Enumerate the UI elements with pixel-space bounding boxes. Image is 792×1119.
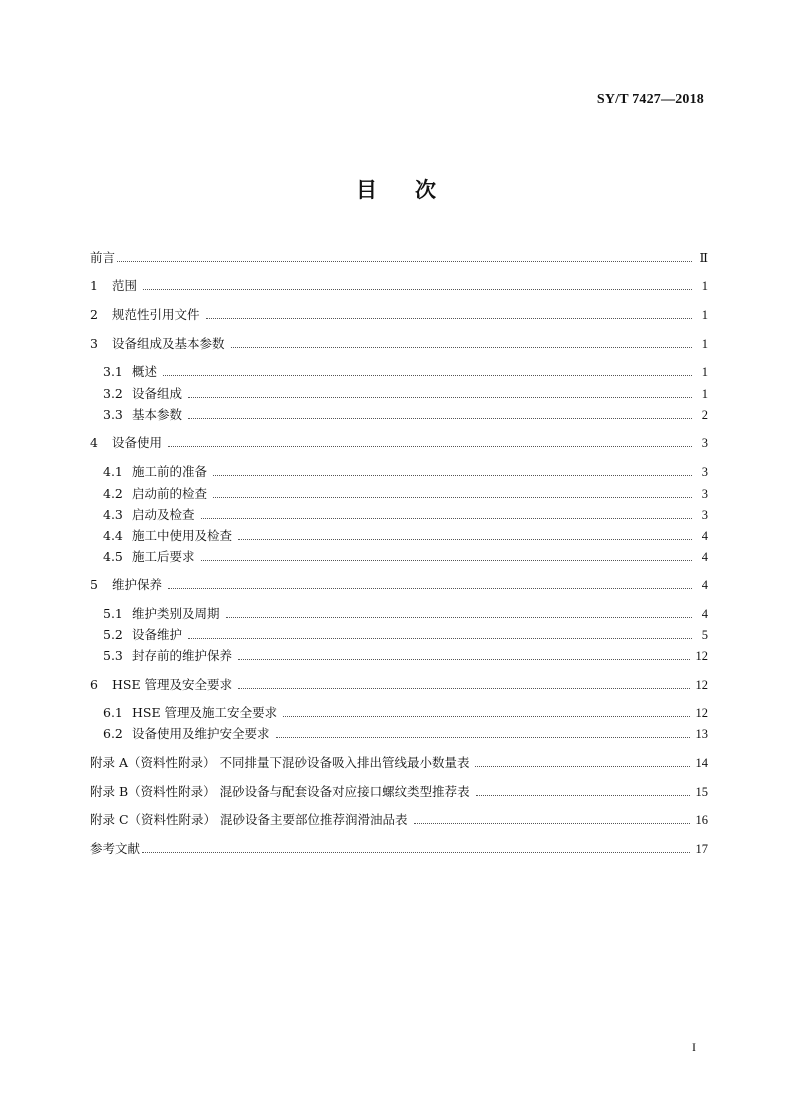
toc-entry-1[interactable] bbox=[90, 276, 708, 296]
toc-entry-label: 施工后要求 bbox=[132, 549, 195, 564]
toc-entry-page: 12 bbox=[695, 678, 708, 692]
toc-entry-page: 4 bbox=[701, 529, 708, 543]
toc-entry-page: 1 bbox=[701, 337, 708, 351]
toc-entry-page: 1 bbox=[701, 308, 708, 322]
toc-entry-4-5[interactable] bbox=[103, 547, 708, 567]
toc-entry-5[interactable] bbox=[90, 575, 708, 595]
toc-entry-references[interactable] bbox=[90, 839, 708, 859]
leader-dots bbox=[476, 794, 690, 796]
toc-entry-page: 2 bbox=[701, 408, 708, 422]
toc-entry-page: 3 bbox=[701, 436, 708, 450]
toc-entry-label: 封存前的维护保养 bbox=[132, 648, 233, 663]
toc-entry-6-2[interactable] bbox=[103, 724, 708, 744]
toc-entry-number: 3 bbox=[90, 336, 98, 351]
standard-code: SY/T 7427—2018 bbox=[596, 92, 704, 107]
leader-dots bbox=[143, 288, 692, 290]
toc-entry-3[interactable] bbox=[90, 334, 708, 354]
toc-entry-number: 3.3 bbox=[103, 407, 123, 422]
leader-dots bbox=[226, 616, 692, 618]
toc-entry-label: 附录 B（资料性附录） 混砂设备与配套设备对应接口螺纹类型推荐表 bbox=[90, 784, 470, 799]
toc-entry-5-3[interactable] bbox=[103, 646, 708, 666]
toc-entry-label: 基本参数 bbox=[132, 407, 183, 422]
toc-entry-4-3[interactable] bbox=[103, 505, 708, 525]
toc-entry-page: 4 bbox=[701, 607, 708, 621]
toc-entry-label: 启动前的检查 bbox=[132, 486, 208, 501]
leader-dots bbox=[238, 538, 692, 540]
toc-entry-label: 前言 bbox=[90, 250, 116, 265]
toc-entry-6[interactable] bbox=[90, 675, 708, 695]
toc-entry-preface[interactable] bbox=[90, 248, 708, 268]
toc-entry-4-1[interactable] bbox=[103, 462, 708, 482]
leader-dots bbox=[201, 559, 692, 561]
leader-dots bbox=[163, 374, 692, 376]
toc-entry-number: 1 bbox=[90, 278, 98, 293]
leader-dots bbox=[188, 637, 692, 639]
toc-entry-3-1[interactable] bbox=[103, 362, 708, 382]
toc-entry-page: 15 bbox=[695, 785, 708, 799]
toc-entry-number: 6.2 bbox=[103, 726, 123, 741]
toc-entry-number: 5.2 bbox=[103, 627, 123, 642]
toc-entry-page: 1 bbox=[701, 279, 708, 293]
toc-entry-page: 3 bbox=[701, 465, 708, 479]
toc-entry-label: 施工前的准备 bbox=[132, 464, 208, 479]
toc-entry-3-2[interactable] bbox=[103, 384, 708, 404]
toc-entry-label: 设备维护 bbox=[132, 627, 183, 642]
toc-entry-page: 17 bbox=[695, 842, 708, 856]
toc-entry-label: 附录 A（资料性附录） 不同排量下混砂设备吸入排出管线最小数量表 bbox=[90, 755, 470, 770]
toc-entry-label: 附录 C（资料性附录） 混砂设备主要部位推荐润滑油品表 bbox=[90, 812, 408, 827]
toc-entry-number: 3.1 bbox=[103, 364, 123, 379]
toc-entry-number: 5 bbox=[90, 577, 98, 592]
toc-entry-number: 4.5 bbox=[103, 549, 123, 564]
leader-dots bbox=[168, 445, 692, 447]
toc-entry-number: 4.3 bbox=[103, 507, 123, 522]
toc-entry-label: 维护类别及周期 bbox=[132, 606, 220, 621]
page-number: I bbox=[692, 1040, 696, 1054]
toc-entry-page: 4 bbox=[701, 578, 708, 592]
leader-dots bbox=[414, 822, 690, 824]
toc-entry-page: 5 bbox=[701, 628, 708, 642]
toc-entry-6-1[interactable] bbox=[103, 703, 708, 723]
toc-entry-2[interactable] bbox=[90, 305, 708, 325]
toc-entry-5-1[interactable] bbox=[103, 604, 708, 624]
toc-entry-number: 4.1 bbox=[103, 464, 123, 479]
leader-dots bbox=[117, 260, 692, 262]
toc-entry-page: 1 bbox=[701, 387, 708, 401]
toc-entry-4-4[interactable] bbox=[103, 526, 708, 546]
toc-entry-page: 14 bbox=[695, 756, 708, 770]
toc-entry-label: 规范性引用文件 bbox=[112, 307, 200, 322]
toc-entry-label: 施工中使用及检查 bbox=[132, 528, 233, 543]
toc-entry-label: HSE 管理及施工安全要求 bbox=[132, 705, 278, 720]
toc-entry-page: 12 bbox=[695, 649, 708, 663]
toc-entry-number: 5.3 bbox=[103, 648, 123, 663]
toc-entry-page: 12 bbox=[695, 706, 708, 720]
leader-dots bbox=[238, 687, 689, 689]
toc-entry-label: 启动及检查 bbox=[132, 507, 195, 522]
toc-entry-label: HSE 管理及安全要求 bbox=[112, 677, 233, 692]
leader-dots bbox=[213, 496, 692, 498]
toc-entry-page: 1 bbox=[701, 365, 708, 379]
leader-dots bbox=[231, 346, 692, 348]
toc-entry-label: 设备组成及基本参数 bbox=[112, 336, 225, 351]
toc-entry-number: 3.2 bbox=[103, 386, 123, 401]
toc-entry-4-2[interactable] bbox=[103, 484, 708, 504]
toc-entry-number: 4 bbox=[90, 435, 98, 450]
toc-entry-page: 16 bbox=[695, 813, 708, 827]
toc-entry-3-3[interactable] bbox=[103, 405, 708, 425]
toc-entry-number: 2 bbox=[90, 307, 98, 322]
toc-entry-page: 13 bbox=[695, 727, 708, 741]
leader-dots bbox=[238, 658, 689, 660]
toc-entry-number: 4.2 bbox=[103, 486, 123, 501]
leader-dots bbox=[213, 474, 692, 476]
toc-entry-page: 4 bbox=[701, 550, 708, 564]
toc-entry-label: 维护保养 bbox=[112, 577, 163, 592]
toc-entry-appendix-b[interactable] bbox=[90, 782, 708, 802]
toc-entry-number: 4.4 bbox=[103, 528, 123, 543]
toc-entry-label: 设备组成 bbox=[132, 386, 183, 401]
toc-entry-number: 6 bbox=[90, 677, 98, 692]
leader-dots bbox=[283, 715, 689, 717]
toc-entry-4[interactable] bbox=[90, 433, 708, 453]
toc-entry-label: 范围 bbox=[112, 278, 138, 293]
toc-entry-number: 5.1 bbox=[103, 606, 123, 621]
toc-entry-page: Ⅱ bbox=[699, 251, 708, 265]
toc-entry-page: 3 bbox=[701, 508, 708, 522]
leader-dots bbox=[201, 517, 692, 519]
page-title: 目次 bbox=[356, 178, 474, 202]
toc-entry-label: 设备使用 bbox=[112, 435, 163, 450]
leader-dots bbox=[475, 765, 689, 767]
leader-dots bbox=[188, 396, 692, 398]
toc-entry-label: 设备使用及维护安全要求 bbox=[132, 726, 270, 741]
leader-dots bbox=[206, 317, 692, 319]
toc-entry-5-2[interactable] bbox=[103, 625, 708, 645]
toc-entry-appendix-c[interactable] bbox=[90, 810, 708, 830]
toc-entry-label: 参考文献 bbox=[90, 841, 141, 856]
leader-dots bbox=[188, 417, 692, 419]
toc-entry-number: 6.1 bbox=[103, 705, 123, 720]
leader-dots bbox=[142, 851, 689, 853]
leader-dots bbox=[276, 736, 690, 738]
leader-dots bbox=[168, 587, 692, 589]
toc-entry-appendix-a[interactable] bbox=[90, 753, 708, 773]
toc-entry-label: 概述 bbox=[132, 364, 158, 379]
toc-entry-page: 3 bbox=[701, 487, 708, 501]
